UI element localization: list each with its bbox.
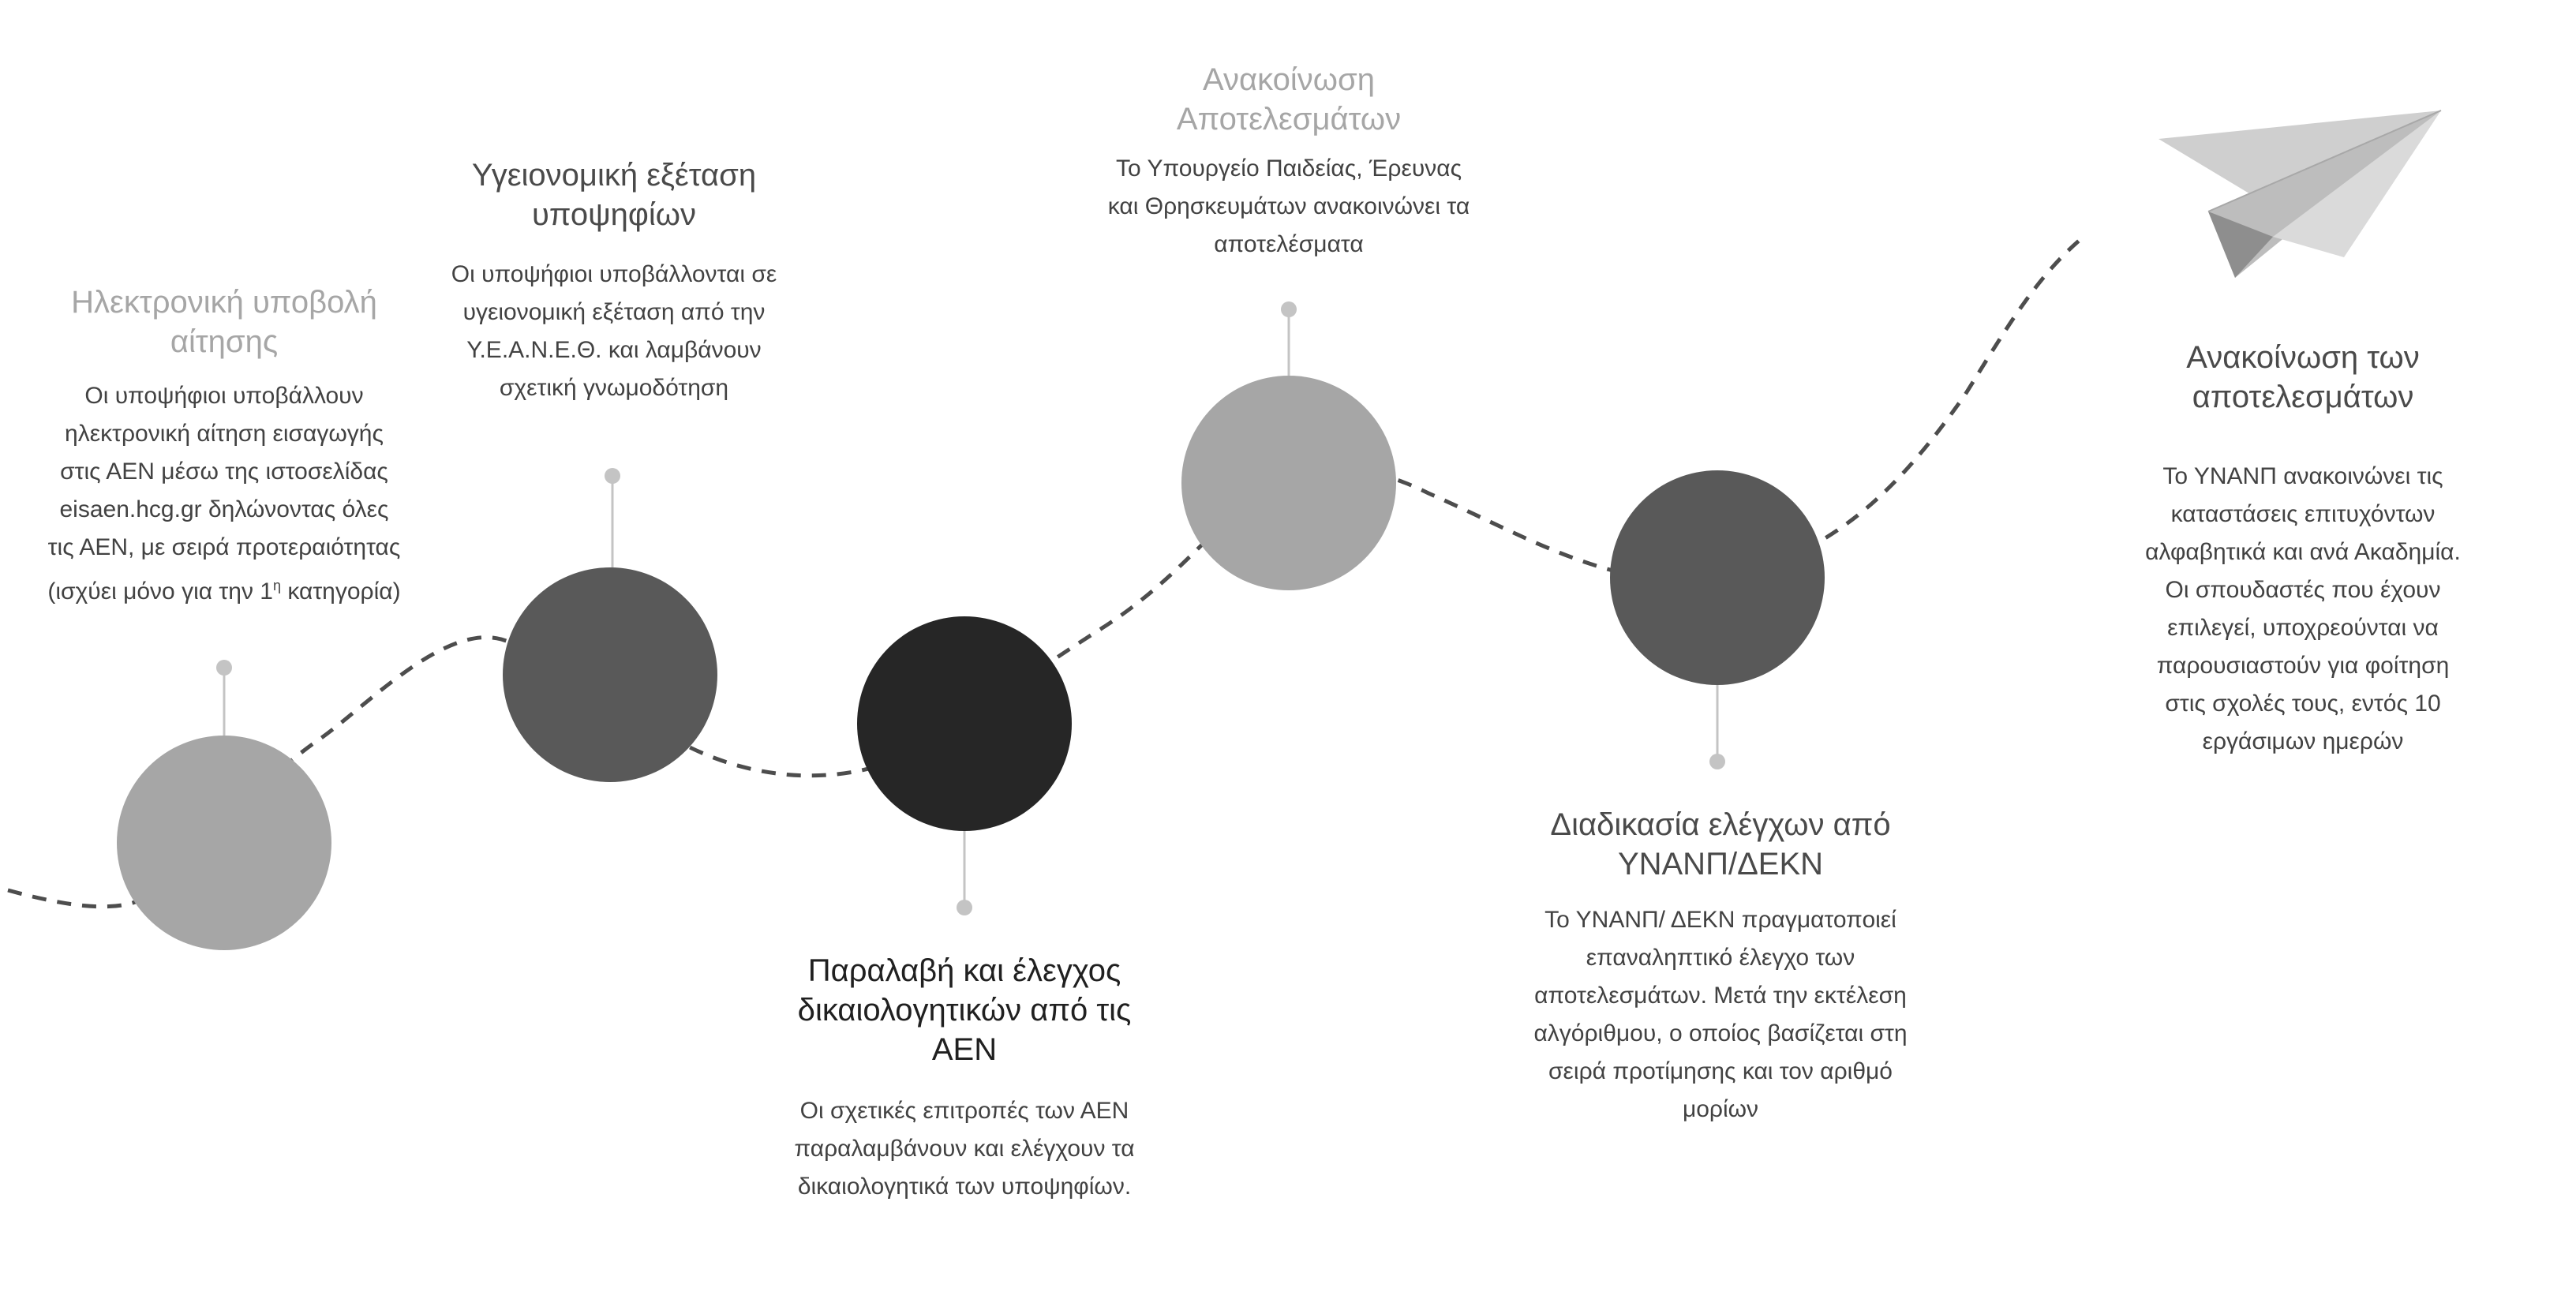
step-2-title: Υγειονομική εξέταση υποψηφίων	[471, 158, 757, 232]
step-5-description: Το ΥΝΑΝΠ/ ΔΕΚΝ πραγματοποιεί επαναληπτικό έλεγχο των αποτελεσμάτων. Μετά την εκτέλεση αλγόριθμου, ο οποίος βασίζεται στη σειρά προτίμησης και τον αριθμό μορίων	[1533, 907, 1908, 1122]
step-circle-2	[503, 567, 717, 782]
connector-dot-2	[605, 468, 620, 484]
step-1-title: Ηλεκτρονική υποβολή αίτησης	[71, 285, 377, 359]
step-circle-3	[857, 616, 1072, 831]
step-1-description-tail: κατηγορία)	[281, 578, 401, 605]
step-6-title: Ανακοίνωση των αποτελεσμάτων	[2186, 340, 2420, 414]
step-2-description: Οι υποψήφιοι υποβάλλονται σε υγειονομική εξέταση από την Υ.Ε.Α.Ν.Ε.Θ. και λαμβάνουν σχετική γνωμοδότηση	[451, 261, 777, 401]
connector-dot-1	[216, 660, 232, 676]
step-1-description	[47, 377, 402, 611]
connector-dot-5	[1709, 754, 1725, 769]
step-1-description-text: Οι υποψήφιοι υποβάλλουν ηλεκτρονική αίτηση εισαγωγής στις ΑΕΝ μέσω της ιστοσελίδας eisaen.hcg.gr δηλώνοντας όλες τις ΑΕΝ, με σειρά προτεραιότητας (ισχύει μόνο για την 1	[47, 383, 401, 605]
connector-dot-4	[1281, 301, 1297, 317]
step-4-description: Το Υπουργείο Παιδείας, Έρευνας και Θρησκευμάτων ανακοινώνει τα αποτελέσματα	[1107, 155, 1470, 257]
connector-dot-3	[957, 900, 972, 915]
step-circle-4	[1181, 376, 1396, 590]
step-1-description-superscript: η	[272, 578, 281, 593]
step-4-title: Ανακοίνωση Αποτελεσμάτων	[1176, 62, 1402, 137]
step-3-description: Οι σχετικές επιτροπές των ΑΕΝ παραλαμβάνουν και ελέγχουν τα δικαιολογητικά των υποψηφίων.	[794, 1098, 1135, 1200]
step-circle-1	[117, 736, 331, 950]
step-5-title: Διαδικασία ελέγχων από ΥΝΑΝΠ/ΔΕΚΝ	[1550, 807, 1891, 882]
step-6-description: Το ΥΝΑΝΠ ανακοινώνει τις καταστάσεις επιτυχόντων αλφαβητικά και ανά Ακαδημία. Οι σπουδαστές που έχουν επιλεγεί, υποχρεούνται να παρουσιαστούν για φοίτηση στις σχολές τους, εντός 10 εργάσιμων ημερών	[2145, 463, 2461, 754]
step-circle-5	[1610, 470, 1825, 685]
paper-plane-icon	[2159, 110, 2441, 278]
step-3-title: Παραλαβή και έλεγχος δικαιολογητικών από τις ΑΕΝ	[797, 953, 1132, 1067]
